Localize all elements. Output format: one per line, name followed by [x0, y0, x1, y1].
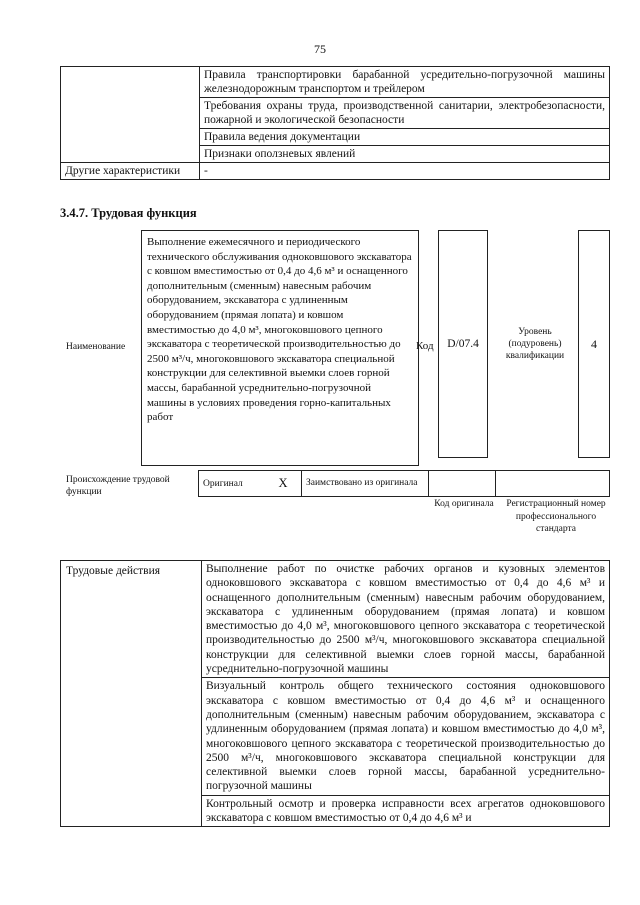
- code-value: D/07.4: [438, 230, 488, 458]
- labor-actions-label: Трудовые действия: [61, 561, 202, 827]
- origin-label: Происхождение трудовой функции: [66, 475, 170, 497]
- knowledge-table: [60, 66, 610, 180]
- labor-actions-table: [60, 560, 610, 827]
- code-original-label: Код оригинала: [434, 499, 494, 509]
- list-item: Контрольный осмотр и проверка исправности всех агрегатов одноковшового экскаватора с ковшом вместимостью от 0,4 до 4,6 м³ и: [206, 797, 605, 825]
- other-characteristics-label: Другие характеристики: [61, 163, 200, 180]
- table-row: Правила ведения документации: [200, 129, 609, 146]
- reg-number-cell: [496, 471, 610, 497]
- page-number: 75: [314, 42, 326, 56]
- page-bottom-edge: [0, 890, 640, 905]
- origin-table: [198, 470, 610, 497]
- original-mark: X: [265, 471, 302, 497]
- table-row: Признаки оползневых явлений: [204, 148, 356, 160]
- table-row: Требования охраны труда, производственной санитарии, электробезопасности, пожарной и экологической безопасности: [200, 98, 609, 129]
- code-original-cell: [429, 471, 496, 497]
- table-row: Правила транспортировки барабанной усредительно-погрузочной машины железнодорожным транспортом и трейлером: [200, 67, 609, 98]
- qualification-level-value: 4: [578, 230, 610, 458]
- list-item: Визуальный контроль общего технического состояния одноковшового экскаватора с ковшом вместимостью от 0,4 до 4,6 м³ и оснащенного дополнительным (сменным) навесным рабочим оборудованием, экскаватора с удлиненным оборудованием (прямая лопата) и ковшом вместимостью до 4,0 м³, многоковшового цепного экскаватора с теоретической производительностью до 2500 м³/ч, многоковшового экскаватора специальной конструкции для селективной выемки слоев горной массы, барабанной усреднительно-погрузочной машины: [202, 678, 609, 795]
- name-label: Наименование: [66, 342, 126, 352]
- function-name-box: Выполнение ежемесячного и периодического технического обслуживания одноковшового экскаватора с ковшом вместимостью от 0,4 до 4,6 м³ и оснащенного дополнительным (сменным) навесным рабочим оборудованием, экскаватора с удлиненным оборудованием (прямая лопата) и ковшом вместимостью до 4,0 м³, многоковшового цепного экскаватора с теоретической производительностью до 2500 м³/ч, многоковшового экскаватора специальной конструкции для селективной выемки слоев горной массы, барабанной усреднительно-погрузочной машины в условиях проведения горно-капитальных работ: [141, 230, 419, 466]
- registration-number-label: Регистрационный номер профессионального стандарта: [506, 499, 606, 534]
- other-characteristics-value: -: [200, 163, 610, 180]
- original-label: Оригинал: [199, 471, 266, 497]
- list-item: Выполнение работ по очистке рабочих органов и кузовных элементов одноковшового экскаватора с ковшом вместимостью от 0,4 до 4,6 м³ и оснащенного дополнительным (сменным) навесным рабочим оборудованием, экскаватора с удлиненным оборудованием (прямая лопата) и ковшом вместимостью до 4,0 м³, многоковшового цепного экскаватора с теоретической производительностью до 2500 м³/ч, многоковшового экскаватора специальной конструкции для селективной выемки слоев горной массы, барабанной усреднительно-погрузочной машины: [202, 561, 609, 678]
- qualification-level-label: Уровень (подуровень) квалификации: [505, 327, 565, 361]
- section-heading: 3.4.7. Трудовая функция: [60, 206, 197, 220]
- borrowed-label: Заимствовано из оригинала: [302, 471, 429, 497]
- empty-label-cell: [61, 67, 200, 163]
- code-label: Код: [416, 340, 434, 352]
